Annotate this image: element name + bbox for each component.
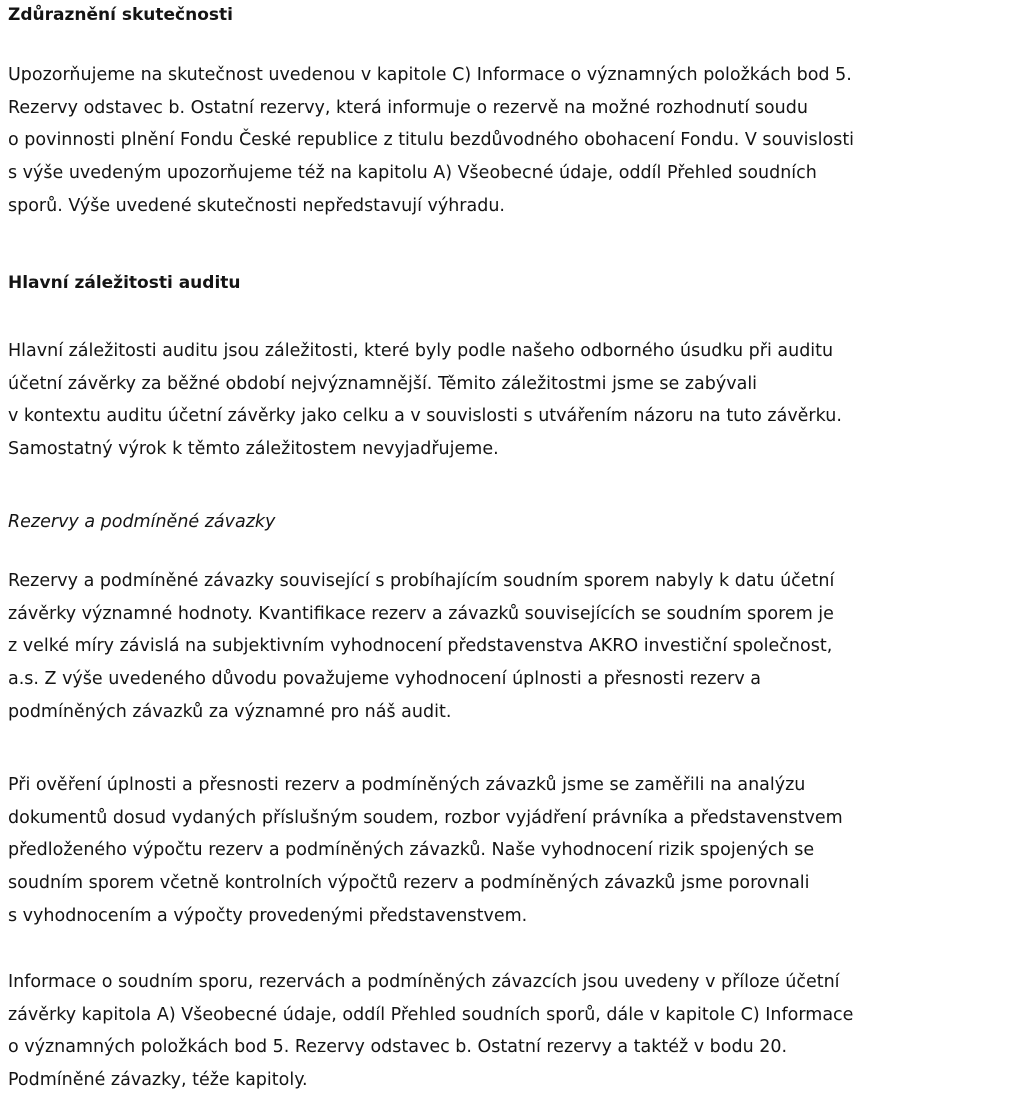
paragraph-line: Samostatný výrok k těmto záležitostem nevyjadřujeme.: [8, 439, 499, 460]
paragraph-line: Rezervy a podmíněné závazky související s probíhajícím soudním sporem nabyly k datu účetní: [8, 571, 835, 591]
paragraph-line: dokumentů dosud vydaných příslušným soudem, rozbor vyjádření právníka a představenstvem: [8, 807, 843, 828]
provisions-paragraph-1: [8, 565, 1020, 729]
paragraph-line: Podmíněné závazky, téže kapitoly.: [8, 1070, 308, 1091]
paragraph-line: z velké míry závislá na subjektivním vyhodnocení představenstva AKRO investiční společnost,: [8, 636, 833, 657]
key-audit-matters-paragraph: [8, 335, 1020, 466]
paragraph-line: s výše uvedeným upozorňujeme též na kapitolu A) Všeobecné údaje, oddíl Přehled soudních: [8, 163, 817, 184]
paragraph-line: v kontextu auditu účetní závěrky jako celku a v souvislosti s utvářením názoru na tuto závěrku.: [8, 406, 842, 427]
subsection-heading-provisions: Rezervy a podmíněné závazky: [8, 512, 276, 532]
paragraph-line: Rezervy odstavec b. Ostatní rezervy, která informuje o rezervě na možné rozhodnutí soudu: [8, 97, 808, 118]
section-heading-emphasis: Zdůraznění skutečnosti: [8, 5, 233, 25]
paragraph-line: podmíněných závazků za významné pro náš audit.: [8, 701, 452, 722]
paragraph-line: Informace o soudním sporu, rezervách a podmíněných závazcích jsou uvedeny v příloze účetní: [8, 972, 840, 992]
paragraph-line: soudním sporem včetně kontrolních výpočtů rezerv a podmíněných závazků jsme porovnali: [8, 873, 810, 894]
paragraph-line: účetní závěrky za běžné období nejvýznamnější. Těmito záležitostmi jsme se zabývali: [8, 373, 758, 394]
paragraph-line: Při ověření úplnosti a přesnosti rezerv a podmíněných závazků jsme se zaměřili na analýzu: [8, 775, 806, 795]
provisions-paragraph-2: [8, 769, 1020, 933]
paragraph-line: Hlavní záležitosti auditu jsou záležitosti, které byly podle našeho odborného úsudku při auditu: [8, 341, 834, 361]
paragraph-line: závěrky významné hodnoty. Kvantifikace rezerv a závazků souvisejících se soudním sporem je: [8, 603, 834, 624]
emphasis-paragraph: [8, 59, 1020, 223]
section-heading-key-audit-matters: Hlavní záležitosti auditu: [8, 273, 241, 293]
paragraph-line: předloženého výpočtu rezerv a podmíněných závazků. Naše vyhodnocení rizik spojených se: [8, 840, 815, 861]
paragraph-line: sporů. Výše uvedené skutečnosti nepředstavují výhradu.: [8, 195, 505, 216]
paragraph-line: Upozorňujeme na skutečnost uvedenou v kapitole C) Informace o významných položkách bod 5.: [8, 65, 852, 85]
provisions-paragraph-3: [8, 966, 1020, 1097]
paragraph-line: o povinnosti plnění Fondu České republice z titulu bezdůvodného obohacení Fondu. V souvislosti: [8, 130, 855, 151]
paragraph-line: a.s. Z výše uvedeného důvodu považujeme vyhodnocení úplnosti a přesnosti rezerv a: [8, 669, 761, 690]
paragraph-line: o významných položkách bod 5. Rezervy odstavec b. Ostatní rezervy a taktéž v bodu 20.: [8, 1037, 788, 1058]
paragraph-line: s vyhodnocením a výpočty provedenými představenstvem.: [8, 905, 528, 926]
paragraph-line: závěrky kapitola A) Všeobecné údaje, oddíl Přehled soudních sporů, dále v kapitole C) Informace: [8, 1004, 854, 1025]
